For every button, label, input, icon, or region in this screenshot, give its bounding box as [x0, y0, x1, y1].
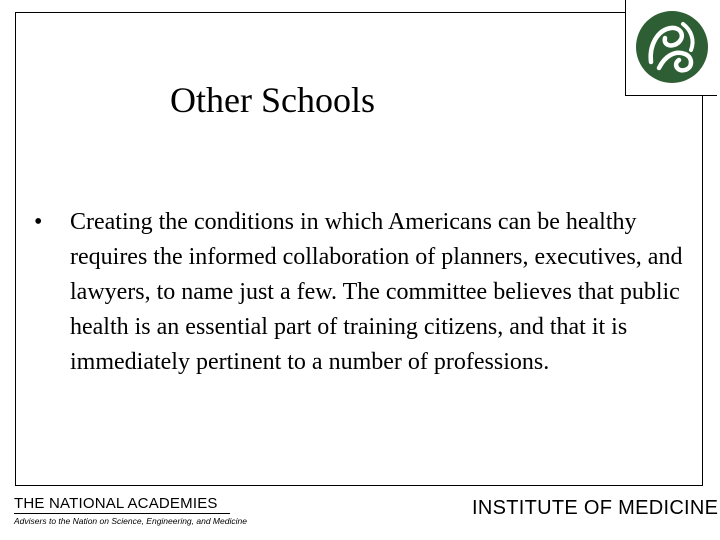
- logo-box: [625, 0, 717, 96]
- iom-logo-icon: [635, 10, 709, 84]
- national-academies-logo: [14, 495, 247, 526]
- institute-of-medicine-name: INSTITUTE OF MEDICINE: [472, 497, 719, 519]
- slide-title: Other Schools: [170, 80, 375, 120]
- bullet-item: [34, 205, 694, 380]
- bullet-list: [34, 205, 694, 380]
- bullet-marker: •: [34, 209, 43, 235]
- national-academies-tagline: Advisers to the Nation on Science, Engineering, and Medicine: [14, 516, 247, 526]
- national-academies-name: THE NATIONAL ACADEMIES: [14, 495, 218, 512]
- footer-divider: [14, 513, 230, 514]
- bullet-text: Creating the conditions in which Americans can be healthy requires the informed collaboration of planners, executives, and lawyers, to name just a few. The committee believes that public health is an essential part of training citizens, and that it is immediately pertinent to a number of professions.: [70, 209, 683, 375]
